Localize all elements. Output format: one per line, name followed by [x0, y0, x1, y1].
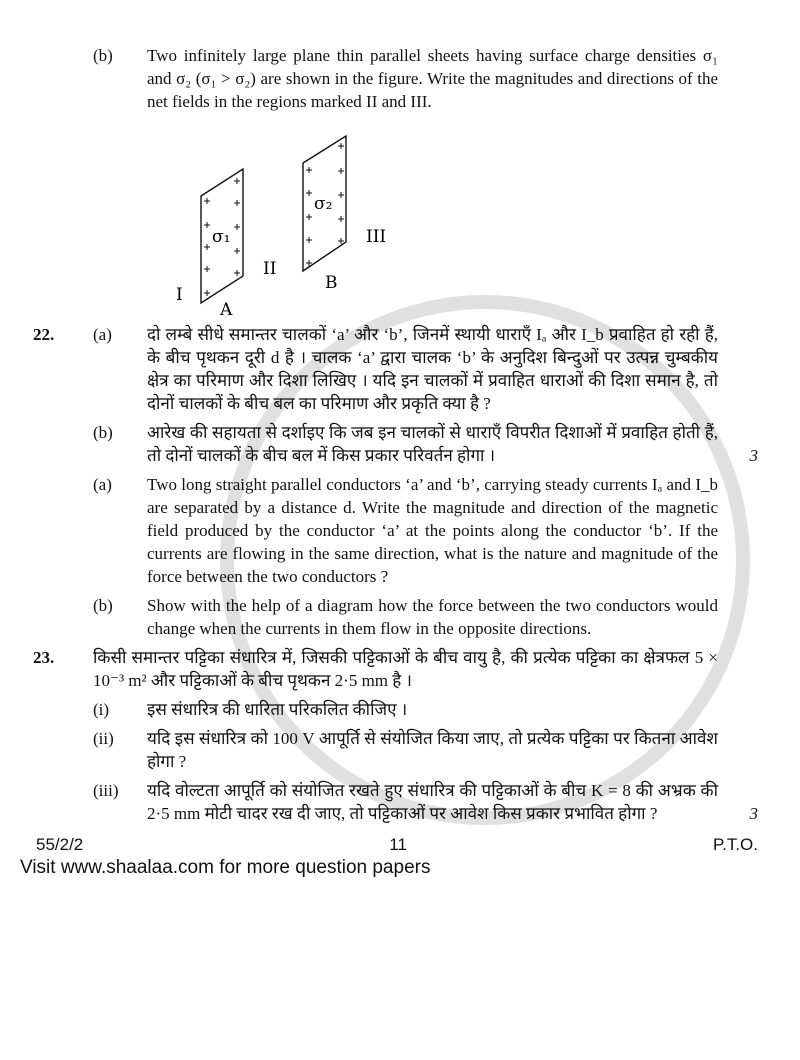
q22-english-b-row [33, 594, 800, 640]
q23-part-i-label: (i) [93, 700, 110, 719]
q21b-text: Two infinitely large plane thin parallel sheets having surface charge densities σ₁ and σ₂ (σ₁ > σ₂) are shown in the figure. Write the magnitudes and directions of the net fields in the regions marked II and III. [147, 46, 718, 111]
q22-english-a-text: Two long straight parallel conductors ‘a’ and ‘b’, carrying steady currents Iₐ and I_b are separated by a distance d. Write the magnitude and direction of the magnetic field produced by the conductor ‘a’ at the points along the conductor ‘b’. If the currents are flowing in the same direction, what is the nature and magnitude of the force between the two conductors ? [147, 475, 718, 586]
q22-english-a-row [33, 473, 800, 588]
q22-english-a-label: (a) [93, 475, 112, 494]
q23-part-i-text: इस संधारित्र की धारिता परिकलित कीजिए । [147, 700, 408, 719]
sheet-a-label: A [220, 300, 233, 319]
q22-english-b-text: Show with the help of a diagram how the force between the two conductors would change when the currents in them flow in the opposite directions. [147, 596, 718, 638]
q22-hindi-a-label: (a) [93, 325, 112, 344]
q23-intro-row [33, 646, 800, 692]
sigma1-label: σ₁ [212, 227, 231, 247]
sheet-b-label: B [325, 273, 338, 293]
question-number-23: 23. [33, 648, 55, 667]
region-iii-label: III [366, 227, 387, 247]
question-number-22: 22. [33, 325, 55, 344]
q23-part-ii-text: यदि इस संधारित्र को 100 V आपूर्ति से संयोजित किया जाए, तो प्रत्येक पट्टिका पर कितना आवेश होगा ? [147, 729, 718, 771]
q22-hindi-b-row [33, 421, 800, 467]
q23-part-iii-row [33, 779, 800, 825]
q22-hindi-b-text: आरेख की सहायता से दर्शाइए कि जब इन चालकों से धाराएँ विपरीत दिशाओं में प्रवाहित होती हैं, तो दोनों चालकों के बीच बल में किस प्रकार परिवर्तन होगा । [147, 423, 718, 465]
q21b-row [33, 44, 800, 113]
sigma2-label: σ₂ [314, 194, 333, 214]
q23-part-ii-row [33, 727, 800, 773]
q22-hindi-a-row [33, 323, 800, 415]
q21b-label: (b) [93, 46, 113, 65]
page-number: 11 [389, 835, 407, 854]
q23-intro: किसी समान्तर पट्टिका संधारित्र में, जिसकी पट्टिकाओं के बीच वायु है, की प्रत्येक पट्टिका का क्षेत्रफल 5 × 10⁻³ m² और पट्टिकाओं के बीच पृथकन 2·5 mm है । [93, 648, 718, 690]
q23-marks: 3 [749, 804, 758, 823]
visit-link[interactable]: Visit www.shaalaa.com for more question papers [20, 857, 431, 878]
q22-english-b-label: (b) [93, 596, 113, 615]
q23-part-iii-text: यदि वोल्टता आपूर्ति को संयोजित रखते हुए संधारित्र की पट्टिकाओं के बीच K = 8 की अभ्रक की 2·5 mm मोटी चादर रख दी जाए, तो पट्टिकाओं पर आवेश किस प्रकार प्रभावित होगा ? [147, 781, 718, 823]
q22-marks: 3 [749, 446, 758, 465]
q23-part-iii-label: (iii) [93, 781, 119, 800]
region-i-label: I [176, 285, 183, 305]
q23-part-ii-label: (ii) [93, 729, 114, 748]
q23-part-i-row [33, 698, 800, 721]
page-footer [36, 835, 758, 855]
parallel-sheets-figure [0, 119, 800, 319]
q22-hindi-b-label: (b) [93, 423, 113, 442]
region-ii-label: II [263, 259, 277, 279]
pto-label: P.T.O. [712, 835, 758, 854]
q22-hindi-a-text: दो लम्बे सीधे समान्तर चालकों ‘a’ और ‘b’, जिनमें स्थायी धाराएँ Iₐ और I_b प्रवाहित हो रही हैं, के बीच पृथकन दूरी d है । चालक ‘a’ द्वारा चालक ‘b’ के अनुदिश बिन्दुओं पर उत्पन्न चुम्बकीय क्षेत्र का परिमाण और दिशा लिखिए । यदि इन चालकों में प्रवाहित धाराओं की दिशा समान है, तो दोनों चालकों के बीच बल का परिमाण और प्रकृति क्या है ? [147, 325, 718, 413]
paper-code: 55/2/2 [36, 835, 84, 854]
